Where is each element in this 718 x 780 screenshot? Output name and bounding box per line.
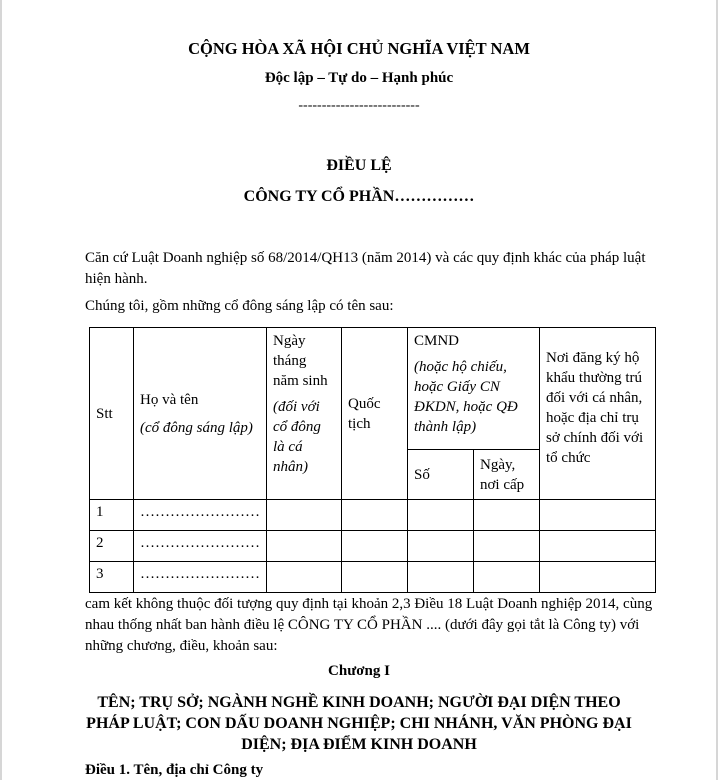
header-id-number: Số [408, 450, 474, 500]
document-title: ĐIỀU LỆ [326, 157, 392, 174]
row-address [540, 562, 656, 593]
row-id-number [408, 500, 474, 531]
header-name-label: Họ và tên [140, 391, 199, 408]
header-divider: -------------------------- [298, 98, 420, 113]
article-title: Điều 1. Tên, địa chỉ Công ty [85, 762, 264, 778]
chapter-subtitle [0, 692, 718, 755]
table-row [90, 500, 656, 531]
row-stt: 2 [90, 531, 134, 562]
chapter-label: Chương I [328, 663, 390, 679]
header-stt: Stt [90, 328, 134, 500]
header-address: Nơi đăng ký hộ khẩu thường trú đối với cá nhân, hoặc địa chỉ trụ sở chính đối với tổ chức [540, 328, 656, 500]
row-nationality [342, 500, 408, 531]
header-nationality: Quốc tịch [342, 328, 408, 500]
row-dob [267, 531, 342, 562]
row-id-number [408, 562, 474, 593]
header-id-label: CMND [414, 333, 460, 349]
table-row [90, 531, 656, 562]
row-nationality [342, 531, 408, 562]
header-name [134, 328, 267, 500]
row-id-date [474, 531, 540, 562]
row-dob [267, 562, 342, 593]
row-nationality [342, 562, 408, 593]
table-header-row [90, 328, 656, 450]
header-id [408, 328, 540, 450]
row-stt: 3 [90, 562, 134, 593]
row-name: …………………… [134, 500, 267, 531]
row-address [540, 500, 656, 531]
header-dob-note: (đối với cổ đông là cá nhân) [273, 399, 321, 475]
row-id-number [408, 531, 474, 562]
nation-heading: CỘNG HÒA XÃ HỘI CHỦ NGHĨA VIỆT NAM [188, 39, 530, 58]
basis-paragraph: Căn cứ Luật Doanh nghiệp số 68/2014/QH13 (năm 2014) và các quy định khác của pháp luật hiện hành. [85, 250, 646, 287]
founders-table [89, 327, 656, 593]
row-name: …………………… [134, 531, 267, 562]
company-name: CÔNG TY CỔ PHẦN…………… [243, 188, 475, 205]
header-dob [267, 328, 342, 500]
header-id-date: Ngày, nơi cấp [474, 450, 540, 500]
header-id-note: (hoặc hộ chiếu, hoặc Giấy CN ĐKDN, hoặc QĐ thành lập) [414, 359, 518, 435]
table-row [90, 562, 656, 593]
founders-intro: Chúng tôi, gồm những cổ đông sáng lập có tên sau: [85, 298, 394, 314]
row-stt: 1 [90, 500, 134, 531]
commitment-paragraph: cam kết không thuộc đối tượng quy định tại khoản 2,3 Điều 18 Luật Doanh nghiệp 2014, cùng nhau thống nhất ban hành điều lệ CÔNG TY CỔ PHẦN .... (dưới đây gọi tắt là Công ty) với những chương, điều, khoản sau: [85, 596, 653, 654]
chapter-subtitle-text: TÊN; TRỤ SỞ; NGÀNH NGHỀ KINH DOANH; NGƯỜI ĐẠI DIỆN THEO PHÁP LUẬT; CON DẤU DOANH NGHIỆP; CHI NHÁNH, VĂN PHÒNG ĐẠI DIỆN; ĐỊA ĐIỂM KINH DOANH [86, 694, 632, 753]
row-id-date [474, 500, 540, 531]
row-name: …………………… [134, 562, 267, 593]
header-name-note: (cổ đông sáng lập) [140, 419, 253, 436]
header-dob-label: Ngày tháng năm sinh [273, 333, 328, 389]
row-id-date [474, 562, 540, 593]
row-dob [267, 500, 342, 531]
row-address [540, 531, 656, 562]
motto-heading: Độc lập – Tự do – Hạnh phúc [264, 70, 454, 86]
